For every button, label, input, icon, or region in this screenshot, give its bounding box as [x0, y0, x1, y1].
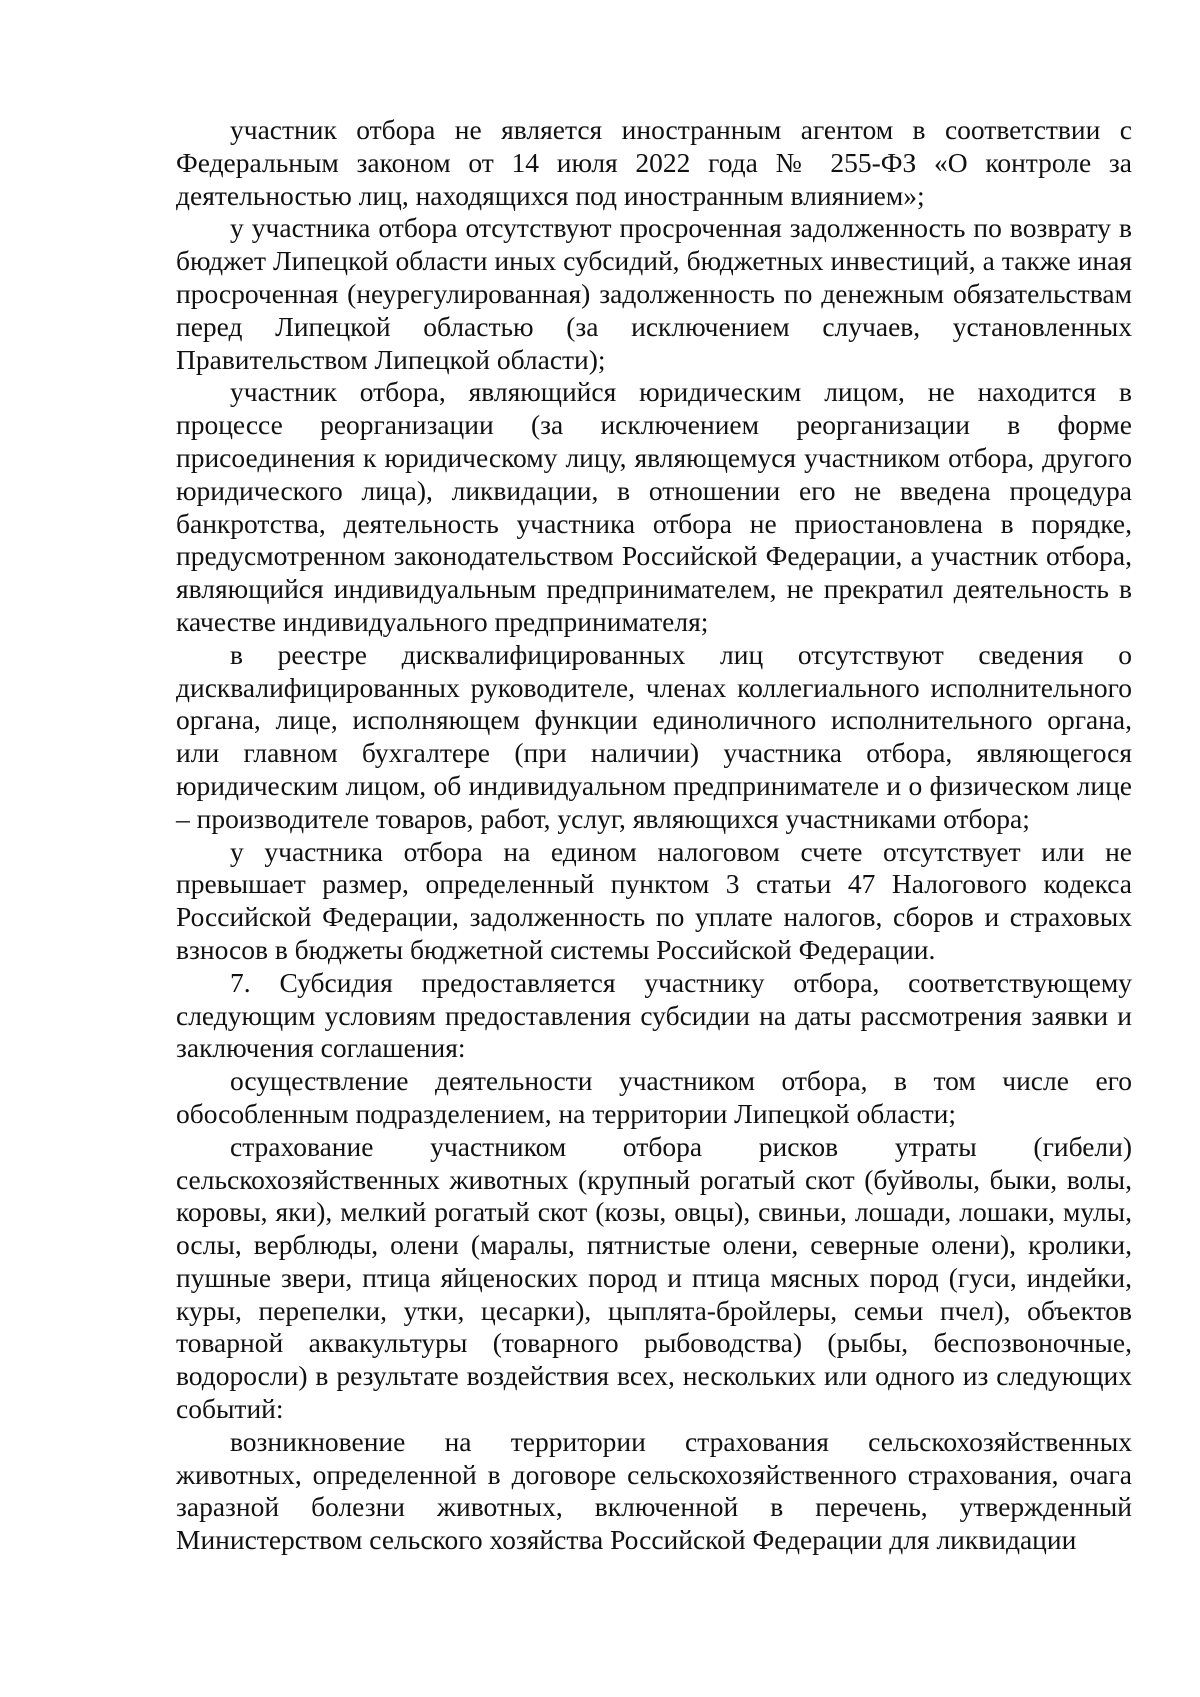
document-page	[176, 114, 1132, 1557]
paragraph-foreign-agent: участник отбора не является иностранным агентом в соответствии с Федеральным законом от 14 июля 2022 года № 255-ФЗ «О контроле за деятельностью лиц, находящихся под иностранным влиянием»;	[176, 114, 1132, 211]
paragraph-tax-account: у участника отбора на едином налоговом счете отсутствует или не превышает размер, определенный пунктом 3 статьи 47 Налогового кодекса Российской Федерации, задолженность по уплате налогов, сборов и страховых взносов в бюджеты бюджетной системы Российской Федерации.	[176, 835, 1132, 965]
paragraph-insurance-risks: страхование участником отбора рисков утраты (гибели) сельскохозяйственных животных (крупный рогатый скот (буйволы, быки, волы, коровы, яки), мелкий рогатый скот (козы, овцы), свиньи, лошади, лошаки, мулы, ослы, верблюды, олени (маралы, пятнистые олени, северные олени), кролики, пушные звери, птица яйценоских пород и птица мясных пород (гуси, индейки, куры, перепелки, утки, цесарки), цыплята-бройлеры, семьи пчел), объектов товарной аквакультуры (товарного рыбоводства) (рыбы, беспозвоночные, водоросли) в результате воздействия всех, нескольких или одного из следующих событий:	[176, 1130, 1132, 1425]
paragraph-section-7: 7. Субсидия предоставляется участнику отбора, соответствующему следующим условиям предоставления субсидии на даты рассмотрения заявки и заключения соглашения:	[176, 966, 1132, 1064]
paragraph-reorganization: участник отбора, являющийся юридическим лицом, не находится в процессе реорганизации (за исключением реорганизации в форме присоединения к юридическому лицу, являющемуся участником отбора, другого юридического лица), ликвидации, в отношении его не введена процедура банкротства, деятельность участника отбора не приостановлена в порядке, предусмотренном законодательством Российской Федерации, а участник отбора, являющийся индивидуальным предпринимателем, не прекратил деятельность в качестве индивидуального предпринимателя;	[176, 376, 1132, 637]
paragraph-disqualified-persons: в реестре дисквалифицированных лиц отсутствуют сведения о дисквалифицированных руководителе, членах коллегиального исполнительного органа, лице, исполняющем функции единоличного исполнительного органа, или главном бухгалтере (при наличии) участника отбора, являющегося юридическим лицом, об индивидуальном предпринимателе и о физическом лице – производителе товаров, работ, услуг, являющихся участниками отбора;	[176, 638, 1132, 834]
paragraph-disease-outbreak: возникновение на территории страхования сельскохозяйственных животных, определенной в договоре сельскохозяйственного страхования, очага заразной болезни животных, включенной в перечень, утвержденный Министерством сельского хозяйства Российской Федерации для ликвидации	[176, 1425, 1132, 1556]
paragraph-overdue-debt: у участника отбора отсутствуют просроченная задолженность по возврату в бюджет Липецкой области иных субсидий, бюджетных инвестиций, а также иная просроченная (неурегулированная) задолженность по денежным обязательствам перед Липецкой областью (за исключением случаев, установленных Правительством Липецкой области);	[176, 212, 1132, 375]
paragraph-territory: осуществление деятельности участником отбора, в том числе его обособленным подразделением, на территории Липецкой области;	[176, 1065, 1132, 1129]
